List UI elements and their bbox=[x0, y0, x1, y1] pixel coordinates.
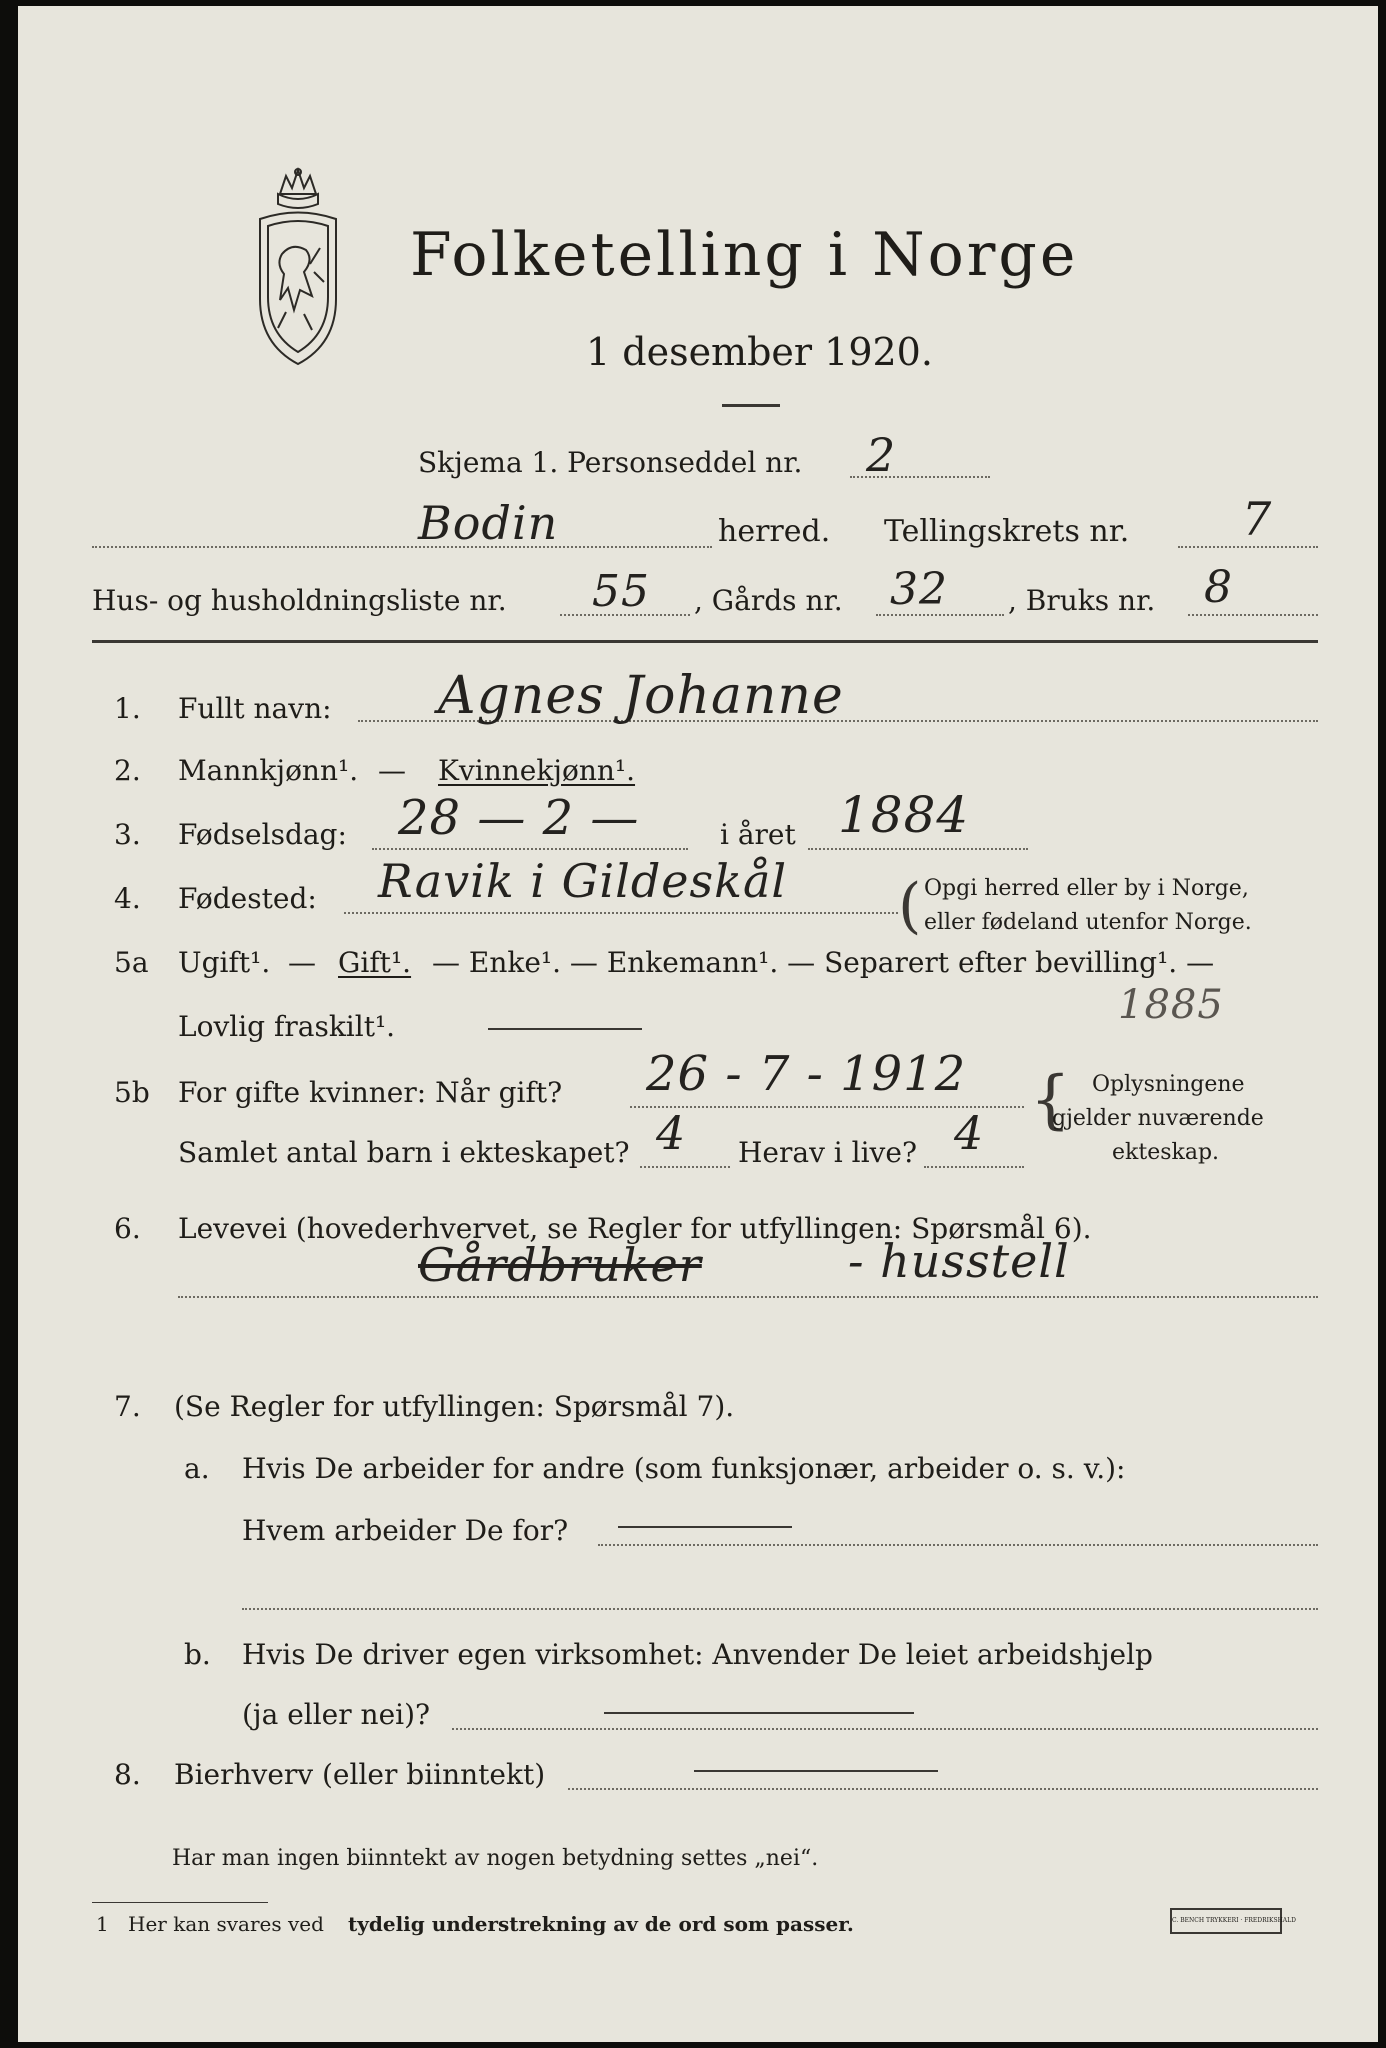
brace: ( bbox=[898, 871, 922, 941]
employer-strike bbox=[618, 1526, 792, 1528]
q1-label: Fullt navn: bbox=[178, 692, 332, 725]
q1-number: 1. bbox=[114, 692, 141, 725]
birthdate-value: 28 — 2 — bbox=[398, 790, 640, 846]
side-income-field[interactable] bbox=[568, 1788, 1318, 1790]
fraskilt-strike bbox=[488, 1028, 642, 1030]
q7b-line2: (ja eller nei)? bbox=[242, 1698, 431, 1731]
birthyear-value: 1884 bbox=[838, 786, 970, 844]
herred-label: herred. bbox=[718, 514, 831, 549]
coat-of-arms-icon bbox=[250, 164, 346, 374]
q7a-text: Hvis De arbeider for andre (som funksjonær, arbeider o. s. v.): bbox=[242, 1452, 1126, 1485]
occupation-value: - husstell bbox=[848, 1234, 1070, 1288]
birthplace-note-1: Opgi herred eller by i Norge, bbox=[924, 876, 1249, 901]
printer-stamp: C. BENCH TRYKKERI · FREDRIKSHALD bbox=[1170, 1908, 1282, 1934]
q3-number: 3. bbox=[114, 818, 141, 851]
q6-number: 6. bbox=[114, 1212, 141, 1245]
marriage-date-value: 26 - 7 - 1912 bbox=[646, 1046, 967, 1102]
birthdate-field[interactable] bbox=[372, 848, 688, 850]
brace: { bbox=[1030, 1063, 1071, 1137]
birthyear-field[interactable] bbox=[808, 848, 1028, 850]
q5b-number: 5b bbox=[114, 1076, 150, 1109]
q5b-label: For gifte kvinner: Når gift? bbox=[178, 1076, 563, 1109]
birthplace-value: Ravik i Gildeskål bbox=[378, 854, 788, 908]
census-date: 1 desember 1920. bbox=[586, 330, 933, 374]
marriage-note-1: Oplysningene bbox=[1092, 1072, 1245, 1097]
bruks-value: 8 bbox=[1204, 562, 1233, 613]
gards-label: , Gårds nr. bbox=[694, 584, 843, 617]
gender-female-option[interactable]: Kvinnekjønn¹. bbox=[438, 754, 636, 787]
children-value: 4 bbox=[656, 1106, 687, 1160]
header-rule bbox=[92, 640, 1318, 643]
children-field[interactable] bbox=[640, 1166, 730, 1168]
children-label: Samlet antal barn i ekteskapet? bbox=[178, 1136, 630, 1169]
q5a-number: 5a bbox=[114, 946, 149, 979]
margin-note: 1885 bbox=[1118, 982, 1224, 1028]
year-label: i året bbox=[720, 818, 796, 851]
status-other-options[interactable]: — Enke¹. — Enkemann¹. — Separert efter bevilling¹. — bbox=[432, 946, 1215, 979]
gards-value: 32 bbox=[890, 564, 948, 615]
employer-field[interactable] bbox=[598, 1544, 1318, 1546]
alive-value: 4 bbox=[954, 1106, 985, 1160]
tellingskrets-field[interactable] bbox=[1178, 546, 1318, 548]
status-fraskilt-option[interactable]: Lovlig fraskilt¹. bbox=[178, 1010, 396, 1043]
gender-male-option[interactable]: Mannkjønn¹. bbox=[178, 754, 359, 787]
footnote-mark: 1 bbox=[96, 1912, 109, 1936]
birthplace-note-2: eller fødeland utenfor Norge. bbox=[924, 910, 1252, 935]
alive-field[interactable] bbox=[924, 1166, 1024, 1168]
gender-dash: — bbox=[378, 754, 406, 787]
census-form bbox=[18, 6, 1378, 2042]
footnote-text: Her kan svares ved bbox=[128, 1912, 324, 1936]
bruks-label: , Bruks nr. bbox=[1008, 584, 1156, 617]
q7-number: 7. bbox=[114, 1390, 141, 1423]
schema-label: Skjema 1. Personseddel nr. bbox=[418, 446, 803, 479]
occupation-field[interactable] bbox=[178, 1296, 1318, 1298]
alive-label: Herav i live? bbox=[738, 1136, 917, 1169]
employer-field-2[interactable] bbox=[242, 1608, 1318, 1610]
q8-label: Bierhverv (eller biinntekt) bbox=[174, 1758, 546, 1791]
marriage-note-3: ekteskap. bbox=[1112, 1140, 1220, 1165]
status-gift-option[interactable]: Gift¹. bbox=[338, 946, 412, 979]
q4-label: Fødested: bbox=[178, 882, 317, 915]
tellingskrets-label: Tellingskrets nr. bbox=[884, 514, 1130, 549]
q7a-letter: a. bbox=[184, 1452, 210, 1485]
status-ugift-option[interactable]: Ugift¹. bbox=[178, 946, 271, 979]
q7a-line2: Hvem arbeider De for? bbox=[242, 1514, 569, 1547]
bruks-field[interactable] bbox=[1188, 614, 1318, 616]
divider bbox=[722, 404, 780, 407]
herred-value: Bodin bbox=[418, 496, 559, 550]
hired-help-field[interactable] bbox=[452, 1728, 1318, 1730]
tellingskrets-value: 7 bbox=[1242, 492, 1273, 546]
q2-number: 2. bbox=[114, 754, 141, 787]
hus-value: 55 bbox=[592, 566, 650, 617]
q8-number: 8. bbox=[114, 1758, 141, 1791]
footer-note: Har man ingen biinntekt av nogen betydning settes „nei“. bbox=[172, 1846, 819, 1871]
footnote-bold-text: tydelig understrekning av de ord som passer. bbox=[348, 1912, 854, 1936]
q7b-letter: b. bbox=[184, 1638, 211, 1671]
herred-field[interactable] bbox=[92, 546, 712, 548]
hus-label: Hus- og husholdningsliste nr. bbox=[92, 584, 507, 617]
side-income-strike bbox=[694, 1770, 938, 1772]
full-name-value: Agnes Johanne bbox=[438, 666, 844, 726]
footnote-rule bbox=[92, 1902, 268, 1903]
marriage-note-2: gjelder nuværende bbox=[1052, 1106, 1264, 1131]
q3-label: Fødselsdag: bbox=[178, 818, 347, 851]
q7b-text: Hvis De driver egen virksomhet: Anvender De leiet arbeidshjelp bbox=[242, 1638, 1153, 1671]
status-dash: — bbox=[288, 946, 316, 979]
q7-label: (Se Regler for utfyllingen: Spørsmål 7). bbox=[174, 1390, 735, 1423]
q4-number: 4. bbox=[114, 882, 141, 915]
schema-nr-value: 2 bbox=[866, 428, 897, 482]
occupation-struck-value: Gårdbruker bbox=[418, 1238, 702, 1292]
birthplace-field[interactable] bbox=[344, 912, 898, 914]
hired-help-strike bbox=[604, 1712, 914, 1714]
page-title: Folketelling i Norge bbox=[410, 220, 1079, 290]
q6-label: Levevei (hovederhvervet, se Regler for utfyllingen: Spørsmål 6). bbox=[178, 1212, 1092, 1245]
